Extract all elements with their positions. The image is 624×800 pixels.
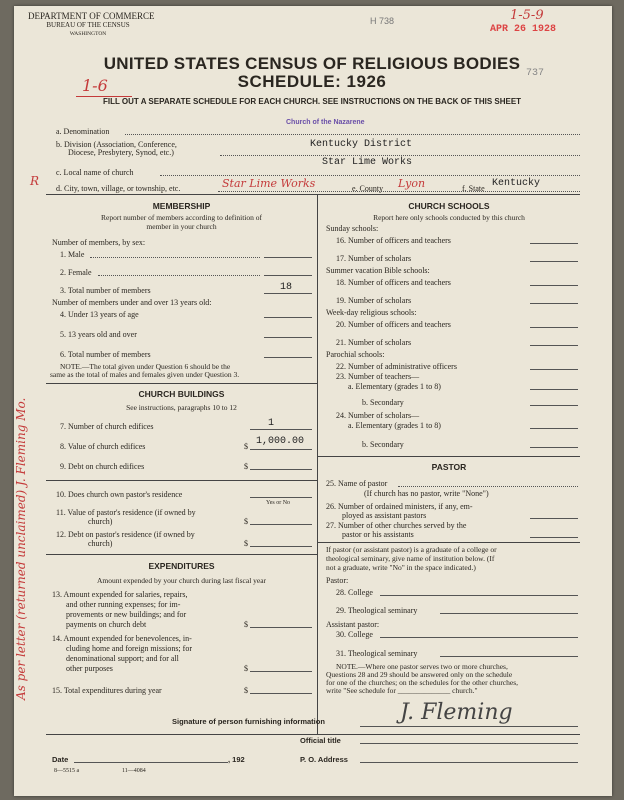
- pastor-sub-label: Pastor:: [326, 576, 349, 585]
- bureau-city: WASHINGTON: [69, 31, 107, 37]
- year-suffix: , 192: [228, 755, 245, 764]
- q29-label: 29. Theological seminary: [336, 606, 418, 615]
- pastor-heading: PASTOR: [431, 462, 467, 472]
- q15-blank[interactable]: [250, 693, 312, 694]
- q2-female-label: 2. Female: [60, 268, 92, 277]
- q7-blank[interactable]: [250, 429, 312, 430]
- q27-label-1: 27. Number of other churches served by the: [326, 521, 467, 530]
- graduate-note-3: not a graduate, write "No" in the space indicated.): [326, 563, 476, 572]
- official-title-label: Official title: [300, 736, 341, 745]
- sunday-label: Sunday schools:: [326, 224, 379, 233]
- print-code: 11—4084: [122, 768, 146, 774]
- q14-dollar: $: [244, 664, 248, 673]
- q23b-label: b. Secondary: [362, 398, 404, 407]
- local-name-value: Star Lime Works: [322, 157, 413, 168]
- q29-blank[interactable]: [440, 613, 578, 614]
- q14-label-3: denominational support; and for all: [66, 654, 179, 663]
- denomination-label: a. Denomination: [56, 127, 110, 136]
- q11-blank[interactable]: [250, 524, 312, 525]
- assistant-sub-label: Assistant pastor:: [326, 620, 380, 629]
- graduate-note-2: theological seminary, give name of institution below. (If: [326, 554, 495, 563]
- city-value: Star Lime Works: [222, 177, 316, 190]
- expenditures-sub: Amount expended by your church during last fiscal year: [96, 576, 267, 585]
- membership-note-2: same as the total of males and females given under Question 3.: [50, 370, 240, 379]
- q31-blank[interactable]: [440, 656, 578, 657]
- q16-label: 16. Number of officers and teachers: [336, 236, 451, 245]
- q28-label: 28. College: [336, 588, 373, 597]
- membership-sub-2: member in your church: [146, 222, 217, 231]
- division-value: Kentucky District: [310, 139, 413, 150]
- pastor-note-1: NOTE.—Where one pastor serves two or more churches,: [336, 662, 508, 671]
- q25-hint: (If church has no pastor, write "None"): [364, 489, 489, 498]
- q6-blank[interactable]: [264, 357, 312, 358]
- summer-label: Summer vacation Bible schools:: [326, 266, 430, 275]
- received-stamp: APR 26 1928: [490, 24, 557, 35]
- form-code: 8—5515 a: [54, 768, 80, 774]
- county-label: e. County: [352, 184, 384, 193]
- q14-label-2: cluding home and foreign missions; for: [66, 644, 192, 653]
- date-line[interactable]: [74, 762, 228, 763]
- po-address-label: P. O. Address: [300, 755, 348, 764]
- q24-label: 24. Number of scholars—: [336, 411, 420, 420]
- membership-rule: [46, 383, 317, 384]
- under-over-label: Number of members under and over 13 years old:: [52, 298, 212, 307]
- graduate-note-1: If pastor (or assistant pastor) is a graduate of a college or: [326, 545, 497, 554]
- local-name-label: c. Local name of church: [56, 168, 134, 177]
- division-line: [220, 155, 580, 156]
- bureau-name: BUREAU OF THE CENSUS: [46, 21, 130, 29]
- q12-dollar: $: [244, 539, 248, 548]
- handwritten-date: 1-5-9: [510, 8, 544, 23]
- frame-bottom-rule: [46, 734, 580, 735]
- schools-sub: Report here only schools conducted by this church: [373, 213, 525, 222]
- q20-blank[interactable]: [530, 327, 578, 328]
- r-mark: R: [30, 174, 40, 188]
- signature-line[interactable]: [360, 726, 578, 727]
- q19-label: 19. Number of scholars: [336, 296, 412, 305]
- membership-note-1: NOTE.—The total given under Question 6 should be the: [60, 362, 231, 371]
- q7-label: 7. Number of church edifices: [60, 422, 154, 431]
- q14-blank[interactable]: [250, 671, 312, 672]
- city-label: d. City, town, village, or township, etc.: [56, 184, 181, 193]
- q11-dollar: $: [244, 517, 248, 526]
- q21-label: 21. Number of scholars: [336, 338, 412, 347]
- q20-label: 20. Number of officers and teachers: [336, 320, 451, 329]
- q23-label: 23. Number of teachers—: [336, 372, 420, 381]
- q8-dollar: $: [244, 442, 248, 451]
- weekday-label: Week-day religious schools:: [326, 308, 417, 317]
- q30-label: 30. College: [336, 630, 373, 639]
- q12-blank[interactable]: [250, 546, 312, 547]
- q1-dots: [90, 257, 260, 258]
- state-value: Kentucky: [492, 178, 541, 189]
- denomination-value: Church of the Nazarene: [286, 119, 365, 126]
- q17-label: 17. Number of scholars: [336, 254, 412, 263]
- buildings-rule: [46, 480, 317, 481]
- q3-total-label: 3. Total number of members: [60, 286, 151, 295]
- yes-no-hint: Yes or No: [266, 500, 291, 506]
- q24a-blank[interactable]: [530, 428, 578, 429]
- q26-label-1: 26. Number of ordained ministers, if any, em-: [326, 502, 473, 511]
- q24a-label: a. Elementary (grades 1 to 8): [348, 421, 441, 430]
- q13-label-1: 13. Amount expended for salaries, repairs,: [52, 590, 188, 599]
- q27-blank[interactable]: [530, 537, 578, 538]
- instruction-line: FILL OUT A SEPARATE SCHEDULE FOR EACH CHURCH. SEE INSTRUCTIONS ON THE BACK OF THIS SHEET: [102, 97, 522, 106]
- division-label: b. Division (Association, Conference,: [56, 140, 177, 149]
- pastor-note-3: for one of the churches; on the schedules for the other churches,: [326, 678, 519, 687]
- local-name-line: [160, 175, 580, 176]
- q11-label: 11. Value of pastor's residence (if owned by: [56, 508, 196, 517]
- q10-label: 10. Does church own pastor's residence: [56, 490, 183, 499]
- q27-label-2: pastor or his assistants: [342, 530, 414, 539]
- q23b-blank[interactable]: [530, 405, 578, 406]
- q14-label-1: 14. Amount expended for benevolences, in-: [52, 634, 192, 643]
- q4-blank[interactable]: [264, 317, 312, 318]
- dept-name: DEPARTMENT OF COMMERCE: [28, 11, 155, 21]
- q18-label: 18. Number of officers and teachers: [336, 278, 451, 287]
- expenditures-heading: EXPENDITURES: [148, 561, 215, 571]
- q25-label: 25. Name of pastor: [326, 479, 388, 488]
- q14-label-4: other purposes: [66, 664, 113, 673]
- schedule-number: 737: [526, 68, 545, 79]
- q22-label: 22. Number of administrative officers: [336, 362, 457, 371]
- q10-blank[interactable]: [250, 497, 312, 498]
- frame-top-rule: [46, 194, 580, 195]
- pastor-note-2: Questions 28 and 29 should be answered only on the schedule: [326, 670, 513, 679]
- q26-blank[interactable]: [530, 518, 578, 519]
- q17-blank[interactable]: [530, 261, 578, 262]
- form-title: UNITED STATES CENSUS OF RELIGIOUS BODIES: [103, 54, 521, 73]
- q26-label-2: ployed as assistant pastors: [342, 511, 427, 520]
- q9-label: 9. Debt on church edifices: [60, 462, 145, 471]
- q8-blank[interactable]: [250, 449, 312, 450]
- q31-label: 31. Theological seminary: [336, 649, 418, 658]
- q13-dollar: $: [244, 620, 248, 629]
- county-value: Lyon: [398, 177, 426, 190]
- membership-sub-1: Report number of members according to definition of: [101, 213, 262, 222]
- state-label: f. State: [462, 184, 485, 193]
- q24b-blank[interactable]: [530, 447, 578, 448]
- buildings-heading: CHURCH BUILDINGS: [138, 389, 225, 399]
- q28-blank[interactable]: [380, 595, 578, 596]
- q23a-blank[interactable]: [530, 389, 578, 390]
- q21-blank[interactable]: [530, 345, 578, 346]
- q1-blank[interactable]: [264, 257, 312, 258]
- q25-dots: [398, 486, 578, 487]
- pastor-rule-mid: [318, 542, 580, 543]
- department-header: [28, 11, 155, 39]
- sheet-mark: 1-6: [82, 76, 108, 95]
- q8-value: 1,000.00: [256, 436, 305, 447]
- official-title-line[interactable]: [360, 743, 578, 744]
- q6-label: 6. Total number of members: [60, 350, 151, 359]
- q13-blank[interactable]: [250, 627, 312, 628]
- q2-dots: [98, 275, 260, 276]
- pastor-note-4: write "See schedule for ______________ church.": [326, 686, 478, 695]
- q16-blank[interactable]: [530, 243, 578, 244]
- q8-label: 8. Value of church edifices: [60, 442, 146, 451]
- parochial-label: Parochial schools:: [326, 350, 385, 359]
- division-label-2: Diocese, Presbytery, Synod, etc.): [68, 148, 174, 157]
- file-code-stamp: H 738: [370, 16, 395, 26]
- expenditures-rule-top: [46, 554, 317, 555]
- buildings-sub: See instructions, paragraphs 10 to 12: [126, 403, 237, 412]
- po-address-line[interactable]: [360, 762, 578, 763]
- q9-dollar: $: [244, 462, 248, 471]
- q23a-label: a. Elementary (grades 1 to 8): [348, 382, 441, 391]
- denomination-line: [125, 134, 580, 135]
- schools-heading: CHURCH SCHOOLS: [408, 201, 490, 211]
- city-line: [218, 191, 580, 192]
- q4-label: 4. Under 13 years of age: [60, 310, 139, 319]
- q1-male-label: 1. Male: [60, 250, 85, 259]
- signature-label: Signature of person furnishing information: [172, 717, 325, 726]
- q5-label: 5. 13 years old and over: [60, 330, 137, 339]
- q13-label-3: provements or new buildings; and for: [66, 610, 187, 619]
- q3-total-value: 18: [280, 282, 293, 293]
- signature-value: J. Fleming: [400, 700, 513, 725]
- q12-label-2: church): [88, 539, 113, 548]
- pastor-rule-top: [318, 456, 580, 457]
- q22-blank[interactable]: [530, 369, 578, 370]
- q15-label: 15. Total expenditures during year: [52, 686, 162, 695]
- q2-blank[interactable]: [264, 275, 312, 276]
- q7-value: 1: [268, 418, 275, 429]
- margin-note: As per letter (returned unclaimed) J. Fleming Mo.: [14, 397, 28, 700]
- q13-label-2: and other running expenses; for im-: [66, 600, 181, 609]
- date-label: Date: [52, 755, 69, 764]
- q13-label-4: payments on church debt: [66, 620, 147, 629]
- q19-blank[interactable]: [530, 303, 578, 304]
- q5-blank[interactable]: [264, 337, 312, 338]
- q12-label: 12. Debt on pastor's residence (if owned by: [56, 530, 195, 539]
- q30-blank[interactable]: [380, 637, 578, 638]
- q18-blank[interactable]: [530, 285, 578, 286]
- membership-heading: MEMBERSHIP: [152, 201, 211, 211]
- q11-label-2: church): [88, 517, 113, 526]
- q24b-label: b. Secondary: [362, 440, 404, 449]
- q3-blank[interactable]: [264, 293, 312, 294]
- schedule-title: SCHEDULE: 1926: [237, 72, 387, 91]
- q15-dollar: $: [244, 686, 248, 695]
- q9-blank[interactable]: [250, 469, 312, 470]
- members-by-sex-label: Number of members, by sex:: [52, 238, 146, 247]
